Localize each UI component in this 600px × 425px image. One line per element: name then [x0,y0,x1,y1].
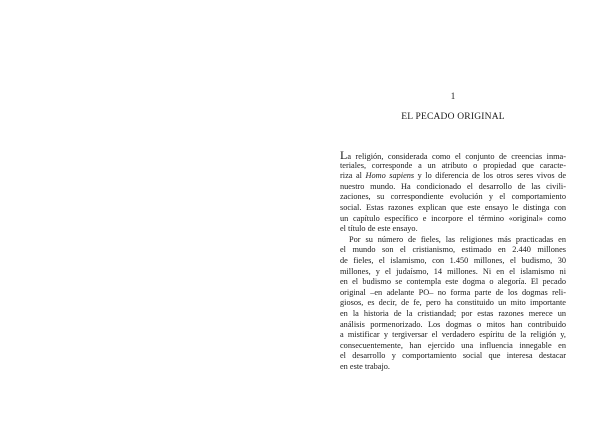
text-line: zaciones, su correspondiente evolución y el comportamiento [340,192,566,202]
text-line: un capítulo específico e incorpore el término «original» como [340,213,566,223]
text-line: millones, y el judaísmo, 14 millones. Ni en el islamismo ni [340,266,566,276]
text-line: en la historia de la cristiandad; por estas razones merece un [340,308,566,318]
text-line: el título de este ensayo. [340,224,418,234]
body-text [340,150,566,372]
chapter-number: 1 [450,91,456,101]
text-line: en este trabajo. [340,361,390,371]
text-line: el desarrollo y comportamiento social que interesa destacar [340,351,566,361]
text-line: a mistificar y tergiversar el verdadero espíritu de la religión y, [340,330,566,340]
text-line: social. Estas razones explican que este ensayo le distinga con [340,202,566,212]
drop-cap: L [340,148,348,162]
text-line: riza al Homo sapiens y lo diferencia de los otros seres vivos de [340,171,567,181]
text-line: en el budismo se contempla este dogma o alegoría. El pecado [340,277,566,287]
text-line: el mundo son el cristianismo, estimado en 2.440 millones [340,245,566,255]
chapter-title: EL PECADO ORIGINAL [401,112,505,122]
text-line: de fieles, el islamismo, con 1.450 millones, el budismo, 30 [340,255,566,265]
text-line: giosos, es decir, de fe, pero ha constituido un mito importante [340,298,566,308]
paragraph-1 [340,150,566,235]
text-line: La religión, considerada como el conjunto de creencias inma- [340,148,566,162]
text-line: Por su número de fieles, las religiones más practicadas en [349,234,566,244]
paragraph-2 [340,235,566,373]
text-line: original –en adelante PO– no forma parte de los dogmas reli- [340,287,566,297]
text-line: análisis pormenorizado. Los dogmas o mitos han contribuido [340,319,566,329]
text-line: teriales, corresponde a un atributo o propiedad que caracte- [340,160,566,170]
text-line: nuestro mundo. Ha condicionado el desarrollo de las civili- [340,181,566,191]
text-line: consecuentemente, han ejercido una influencia innegable en [340,340,566,350]
